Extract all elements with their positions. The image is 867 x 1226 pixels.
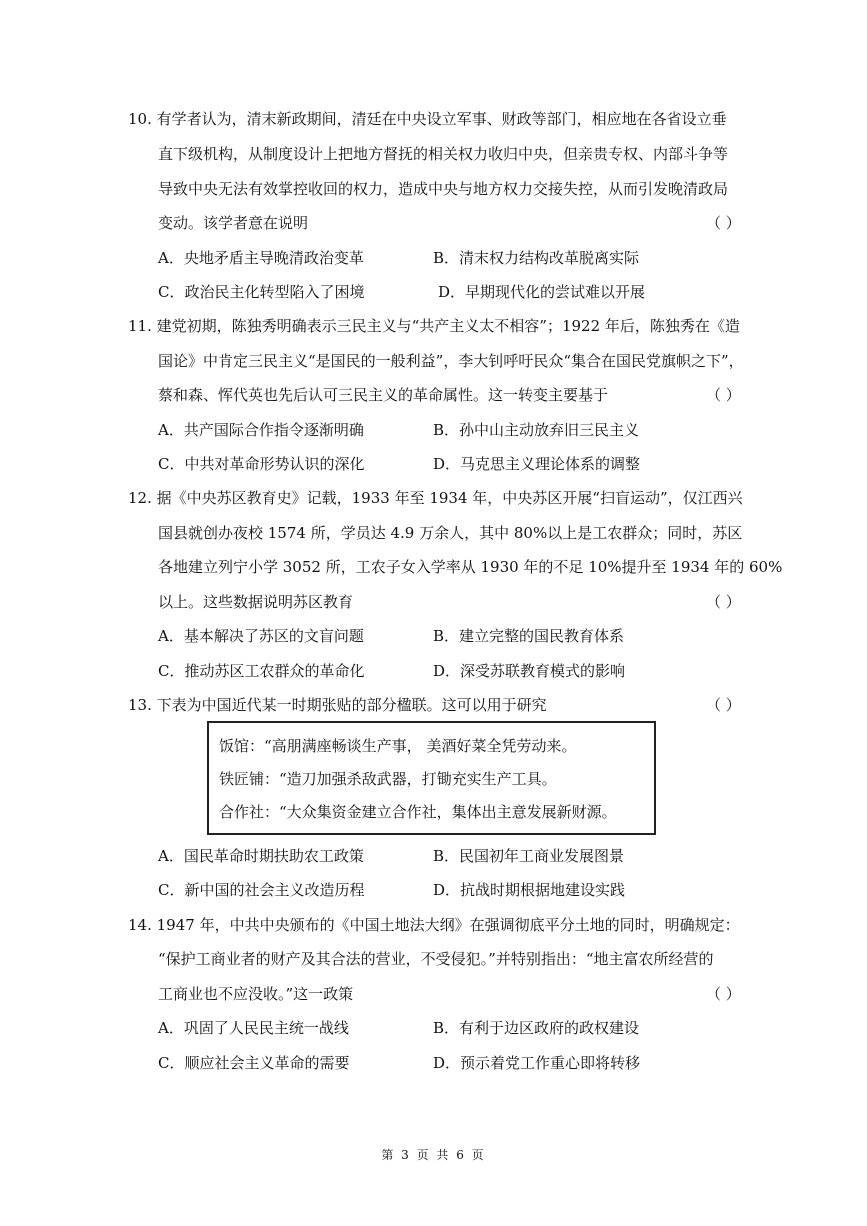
- page-footer: 第 3 页 共 6 页: [381, 1148, 486, 1162]
- question-12-line-1: 12. 据《中央苏区教育史》记载，1933 年至 1934 年，中央苏区开展“扫盲运动”，仅江西兴: [128, 489, 743, 507]
- question-14-line-2: “保护工商业者的财产及其合法的营业，不受侵犯。”并特别指出：“地主富农所经营的: [158, 950, 714, 968]
- answer-bracket: （ ）: [706, 985, 741, 1003]
- question-10-line-4: 变动。该学者意在说明: [158, 214, 309, 232]
- option-b: B．孙中山主动放弃旧三民主义: [433, 421, 640, 439]
- option-a: A．国民革命时期扶助农工政策: [158, 847, 364, 865]
- question-14-line-3: 工商业也不应没收。”这一政策: [158, 985, 354, 1003]
- answer-bracket: （ ）: [706, 696, 741, 714]
- question-12-line-4: 以上。这些数据说明苏区教育: [158, 593, 354, 611]
- option-b: B．民国初年工商业发展图景: [433, 847, 625, 865]
- answer-bracket: （ ）: [706, 386, 741, 404]
- couplet-row: 饭馆：“高朋满座畅谈生产事， 美酒好菜全凭劳动来。: [219, 737, 577, 755]
- option-a: A．巩固了人民民主统一战线: [158, 1019, 349, 1037]
- option-a: A．央地矛盾主导晚清政治变革: [158, 249, 364, 267]
- question-13-line-1: 13. 下表为中国近代某一时期张贴的部分楹联。这可以用于研究: [128, 696, 547, 714]
- question-11-line-1: 11. 建党初期，陈独秀明确表示三民主义与“共产主义太不相容”；1922 年后，陈独秀在《造: [128, 317, 740, 335]
- option-c: C．中共对革命形势认识的深化: [158, 455, 365, 473]
- option-c: C．顺应社会主义革命的需要: [158, 1054, 350, 1072]
- question-10-line-1: 10. 有学者认为，清末新政期间，清廷在中央设立军事、财政等部门，相应地在各省设立垂: [128, 110, 727, 128]
- option-d: D．早期现代化的尝试难以开展: [438, 283, 646, 301]
- answer-bracket: （ ）: [706, 214, 741, 232]
- couplet-table: [207, 721, 656, 835]
- option-c: C．推动苏区工农群众的革命化: [158, 662, 365, 680]
- question-11-line-3: 蔡和森、恽代英也先后认可三民主义的革命属性。这一转变主要基于: [158, 386, 609, 404]
- option-b: B．有利于边区政府的政权建设: [433, 1019, 640, 1037]
- option-c: C．新中国的社会主义改造历程: [158, 881, 365, 899]
- option-b: B．清末权力结构改革脱离实际: [433, 249, 640, 267]
- question-10-line-3: 导致中央无法有效掌控收回的权力，造成中央与地方权力交接失控，从而引发晚清政局: [158, 180, 729, 198]
- question-11-line-2: 国论》中肯定三民主义“是国民的一般利益”，李大钊呼吁民众“集合在国民党旗帜之下”，: [158, 352, 744, 370]
- option-b: B．建立完整的国民教育体系: [433, 627, 625, 645]
- question-12-line-2: 国县就创办夜校 1574 所，学员达 4.9 万余人，其中 80%以上是工农群众；同时，苏区: [158, 524, 743, 542]
- option-d: D．预示着党工作重心即将转移: [433, 1054, 641, 1072]
- question-12-line-3: 各地建立列宁小学 3052 所，工农子女入学率从 1930 年的不足 10%提升至 1934 年的 60%: [158, 558, 783, 576]
- option-a: A．共产国际合作指令逐渐明确: [158, 421, 364, 439]
- question-10-line-2: 直下级机构，从制度设计上把地方督抚的相关权力收归中央，但亲贵专权、内部斗争等: [158, 145, 729, 163]
- option-d: D．抗战时期根据地建设实践: [433, 881, 626, 899]
- couplet-row: 合作社：“大众集资金建立合作社，集体出主意发展新财源。: [219, 803, 617, 821]
- couplet-row: 铁匠铺：“造刀加强杀敌武器，打锄充实生产工具。: [219, 770, 557, 788]
- option-c: C．政治民主化转型陷入了困境: [158, 283, 365, 301]
- option-d: D．马克思主义理论体系的调整: [433, 455, 641, 473]
- answer-bracket: （ ）: [706, 593, 741, 611]
- question-14-line-1: 14. 1947 年，中共中央颁布的《中国土地法大纲》在强调彻底平分土地的同时，明确规定：: [128, 916, 740, 934]
- option-a: A．基本解决了苏区的文盲问题: [158, 627, 364, 645]
- option-d: D．深受苏联教育模式的影响: [433, 662, 626, 680]
